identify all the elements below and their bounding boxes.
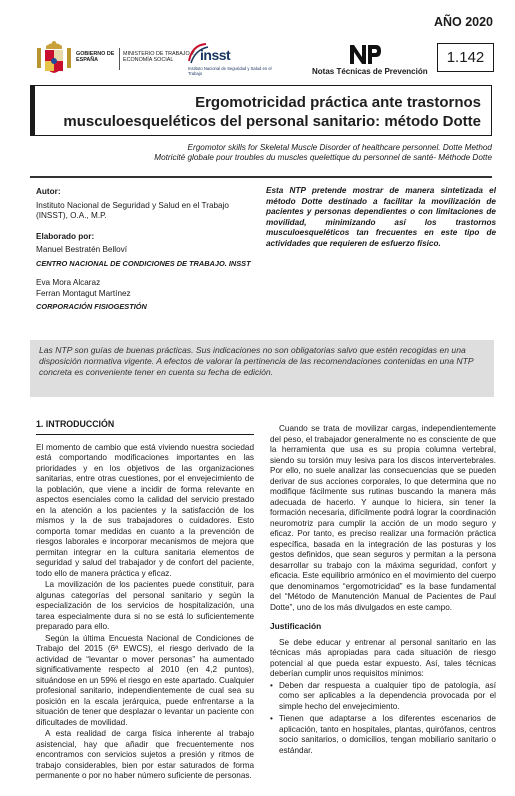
list-item: • Tienen que adaptarse a los diferentes escenarios de aplicación, tanto en hospitales, plantas, quirófanos, centros socio sanitarios, o domicilios, tengan mobiliario sanitario o estándar.	[270, 714, 496, 756]
title-line-2: musculoesqueléticos del personal sanitario: método Dotte	[63, 113, 481, 130]
insst-subtitle: Instituto Nacional de Seguridad y Salud en el Trabajo	[188, 66, 272, 76]
section-rule	[36, 434, 254, 435]
disclaimer-notice: Las NTP son guías de buenas prácticas. Sus indicaciones no son obligatorias salvo que estén recogidas en una disposición normativa vigente. A efectos de valorar la pertinencia de las recomendaciones contenidas en una NTP concreta es conveniente tener en cuenta su fecha de edición.	[30, 340, 494, 397]
author-person-2: Eva Mora Alcaraz	[36, 278, 101, 288]
author-org-1: CENTRO NACIONAL DE CONDICIONES DE TRABAJO. INSST	[36, 258, 251, 268]
list-item: • Deben dar respuesta a cualquier tipo de patología, así como ser aplicables a la dependencia provocada por el simple hecho del envejecimiento.	[270, 681, 496, 713]
abstract: Esta NTP pretende mostrar de manera sintetizada el método Dotte destinado a facilitar la movilización de pacientes y personas dependientes o con limitaciones de movilidad, minimizando así los trastornos musculoesqueléticos tan frecuentes en este tipo de actividades que requieren de esfuerzo físico.	[266, 186, 496, 248]
header-rule	[30, 176, 492, 178]
authors-block	[36, 187, 251, 312]
title-box	[30, 85, 492, 136]
document-title	[35, 93, 481, 131]
insst-wordmark: insst	[200, 47, 231, 63]
logos-bar	[36, 38, 336, 78]
body-left-column	[36, 419, 254, 783]
gov-right-text: MINISTERIO DE TRABAJO Y ECONOMÍA SOCIAL	[123, 51, 195, 64]
subtitle-french: Motricité globale pour troubles du muscles quelettique du personnel de santé- Méthode Dotte	[154, 152, 492, 162]
paragraph-4: A esta realidad de carga física inherente al trabajo asistencial, hay que añadir que frecuentemente nos encontramos con servicios sujetos a presión y ritmos de trabajo considerables, bien por estar saturados de forma permanente o por no haber número suficiente de personas.	[36, 729, 254, 780]
body-right-column	[270, 424, 496, 758]
author-org-2: CORPORACIÓN FISIOGESTIÓN	[36, 302, 147, 312]
paragraph-1: El momento de cambio que está viviendo nuestra sociedad está comportando modificaciones importantes en las prioridades y en los objetivos de las organizaciones sanitarias, entre otras cuestiones, por el envejecimiento de la población, que viene a incidir de forma relevante en aspectos esenciales como la calidad del servicio prestado en la atención a los pacientes y la satisfacción de los mismos y la de sus trabajadores o cuidadores. Esto comporta tomar medidas en cuanto a la prevención de riesgos laborales e incorporar mecanismos de mejora que permitan integrar en la cultura sanitaria elementos de seguridad y salud del trabajador y de confort del paciente, todo ello de manera práctica y eficaz.	[36, 442, 254, 578]
gov-left-text: GOBIERNO DE ESPAÑA	[76, 51, 115, 64]
paragraph-5: Cuando se trata de movilizar cargas, independientemente del peso, el trabajador generalmente no es consciente de que la herramienta que usa es su propia columna vertebral, siendo su torsión muy lesiva para los discos intervertebrales. Por ello, no suele analizar las consecuencias que se pueden derivar de sus acciones corporales, lo que determina que no modifique fácilmente sus rutinas buscando la manera más adecuada de hacerlo. Y aunque lo hiciera, sin tener la formación necesaria, difícilmente podrá lograr la coordinación neuromotriz para cumplir la acción de un modo seguro y eficaz. Por tanto, es preciso realizar una formación práctica específica, basada en la integración de las posturas y los gestos definidos, que sean seguros y permitan a la persona desarrollar su trabajo con la máxima seguridad, confort y eficacia. Este equilibrio armónico en el movimiento del cuerpo que denominamos “ergomotricidad” es la base fundamental del “Método de Manutención Manual de Pacientes de Paul Dotte”, uno de los más divulgados en este campo.	[270, 424, 496, 612]
ntp-label: Notas Técnicas de Prevención	[312, 67, 428, 76]
title-line-1: Ergomotricidad práctica ante trastornos	[195, 94, 481, 111]
ntp-logo-icon	[348, 43, 382, 65]
ntp-logo-block	[312, 43, 428, 77]
subsection-heading-justificacion: Justificación	[270, 621, 322, 631]
subtitle-english: Ergomotor skills for Skeletal Muscle Disorder of healthcare personnel. Dotte Method	[187, 143, 492, 152]
translated-titles	[62, 143, 492, 163]
year-label: AÑO 2020	[433, 15, 493, 29]
coat-of-arms-icon	[36, 40, 72, 74]
author-org: Instituto Nacional de Seguridad y Salud en el Trabajo (INSST), O.A., M.P.	[36, 200, 229, 220]
ntp-number-box: 1.142	[437, 43, 494, 72]
paragraph-2: La movilización de los pacientes puede constituir, para algunas categorías del personal sanitario y según la especialización de los servicios de hospitalización, una tarea especialmente dura si no se está lo suficientemente preparado para ello.	[36, 580, 254, 631]
author-person-1: Manuel Bestratén Belloví	[36, 245, 128, 254]
paragraph-6: Se debe educar y entrenar al personal sanitario en las técnicas más apropiadas para cada situación de riesgo potencial al que pueda estar expuesto. Así, tales técnicas deberían cumplir unos requisitos mínimos:	[270, 637, 496, 678]
gov-divider	[119, 48, 120, 70]
requirements-list	[270, 681, 496, 757]
insst-logo	[186, 41, 286, 77]
section-heading-introduction: 1. INTRODUCCIÓN	[36, 419, 115, 429]
paragraph-3: Según la última Encuesta Nacional de Condiciones de Trabajo del 2015 (6ª EWCS), el riesgo derivado de la actividad de “levantar o mover personas” ha aumentado significativamente respecto al 2010 (en 4,2 puntos), situándose en un 59% el riesgo en este apartado. Cualquier profesional sanitario, independientemente de cual sea su posición en la escala jerárquica, puede enfrentarse a la situación de tener que desplazar o levantar un paciente con dificultades de movilidad.	[36, 633, 254, 727]
prepared-by-label: Elaborado por:	[36, 231, 95, 241]
government-logo	[36, 40, 195, 74]
author-label: Autor:	[36, 187, 61, 196]
author-person-3: Ferran Montagut Martínez	[36, 288, 131, 298]
